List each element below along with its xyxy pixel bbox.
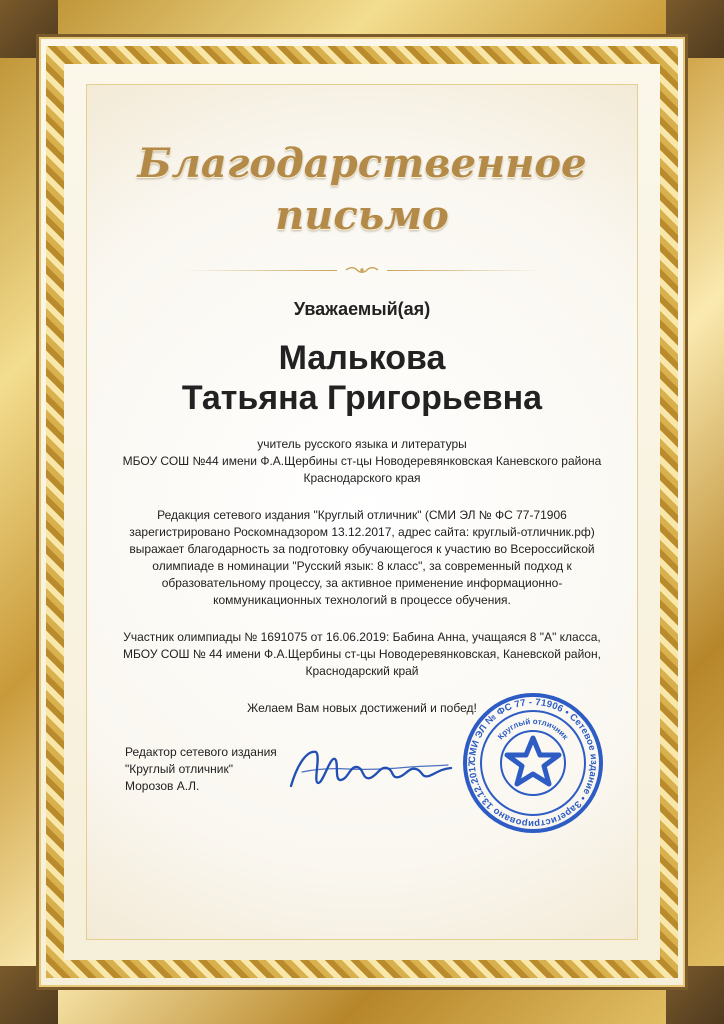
gratitude-line-5: образовательному процессу, за активное применение информационно-: [161, 576, 563, 590]
stamp-inner-text: Круглый отличник: [496, 716, 571, 742]
greeting: Уважаемый(ая): [293, 299, 431, 319]
position-line-2: МБОУ СОШ №44 имени Ф.А.Щербины ст-цы Новодеревянковская Каневского района: [122, 454, 602, 468]
participant-line-2: МБОУ СОШ № 44 имени Ф.А.Щербины ст-цы Новодеревянковская, Каневской район,: [123, 647, 601, 661]
participant-paragraph: [110, 629, 614, 680]
gratitude-line-4: олимпиаде в номинации "Русский язык: 8 класс", за современный подход к: [152, 559, 572, 573]
recipient-given-names: Татьяна Григорьевна: [181, 379, 543, 417]
closing-wish: Желаем Вам новых достижений и побед!: [247, 701, 477, 715]
gratitude-line-2: зарегистрировано Роскомнадзором 13.12.2017, адрес сайта: круглый-отличник.рф): [129, 525, 595, 539]
recipient-position: [110, 436, 614, 487]
gratitude-line-1: Редакция сетевого издания "Круглый отличник" (СМИ ЭЛ № ФС 77-71906: [157, 508, 567, 522]
gratitude-paragraph: [110, 507, 614, 609]
star-icon: [507, 738, 559, 784]
stamp-outer-text: СМИ ЭЛ № ФС 77 - 71906 • Сетевое издание • Зарегистрировано 13.12.2017: [466, 696, 600, 830]
participant-line-1: Участник олимпиады № 1691075 от 16.06.2019: Бабина Анна, учащаяся 8 "А" класса,: [123, 630, 601, 644]
position-line-3: Краснодарского края: [303, 471, 421, 485]
certificate-content: [110, 298, 614, 717]
editor-block: [125, 744, 277, 795]
position-line-1: учитель русского языка и литературы: [257, 437, 467, 451]
official-stamp: [458, 688, 608, 838]
editor-line-1: Редактор сетевого издания: [125, 745, 277, 759]
title-line-1: Благодарственное: [137, 140, 587, 187]
editor-line-3: Морозов А.Л.: [125, 779, 200, 793]
certificate-title: [0, 140, 724, 240]
signature-icon: [286, 738, 456, 800]
divider-ornament-icon: [345, 266, 379, 274]
title-line-2: письмо: [275, 192, 449, 239]
participant-line-3: Краснодарский край: [305, 664, 419, 678]
gratitude-line-3: выражает благодарность за подготовку обучающегося к участию во Всероссийской: [129, 542, 595, 556]
gratitude-line-6: коммуникационных технологий в процессе обучения.: [213, 593, 511, 607]
recipient-surname: Малькова: [278, 339, 446, 377]
editor-line-2: "Круглый отличник": [125, 762, 234, 776]
title-divider: [182, 266, 542, 274]
